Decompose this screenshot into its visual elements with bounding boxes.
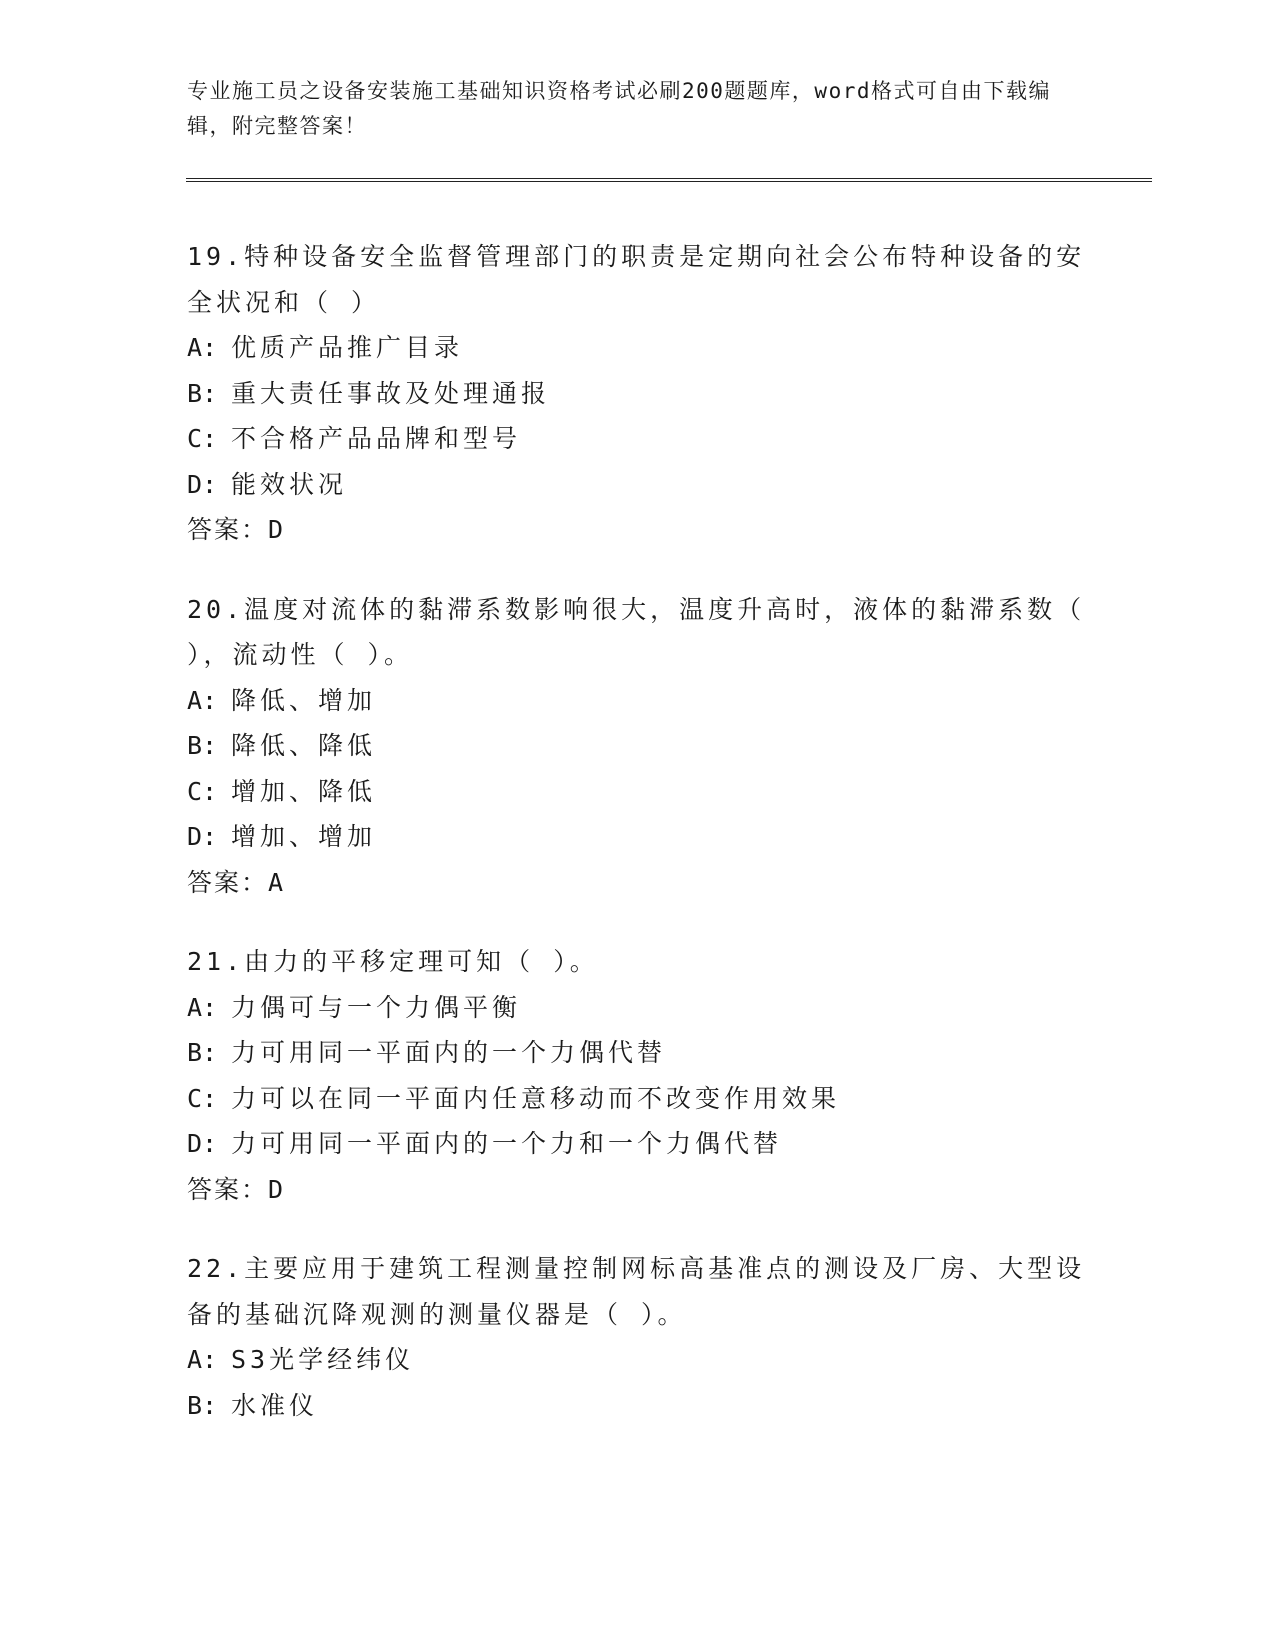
question-21	[187, 939, 1087, 1212]
option-text: 不合格产品品牌和型号	[231, 424, 522, 453]
option-letter: A:	[187, 333, 218, 362]
answer-value: A	[268, 867, 285, 897]
option-d	[187, 1121, 1087, 1167]
option-text: 优质产品推广目录	[231, 333, 464, 362]
option-a	[187, 985, 1087, 1031]
option-text: 力可用同一平面内的一个力偶代替	[231, 1038, 667, 1067]
question-list	[187, 234, 1087, 1462]
option-c	[187, 1076, 1087, 1122]
option-b	[187, 723, 1087, 769]
question-19	[187, 234, 1087, 553]
option-text: 重大责任事故及处理通报	[231, 378, 551, 408]
answer-value: D	[268, 515, 285, 544]
option-letter: B:	[187, 731, 218, 760]
question-text: 19.特种设备安全监督管理部门的职责是定期向社会公布特种设备的安全状况和（ ）	[187, 242, 1086, 317]
answer-line	[187, 860, 1087, 906]
question-20	[187, 587, 1087, 906]
question-22	[187, 1246, 1087, 1428]
option-a	[187, 1337, 1087, 1383]
option-text: 能效状况	[231, 469, 348, 499]
question-text: 20.温度对流体的黏滞系数影响很大，温度升高时，液体的黏滞系数（ ），流动性（ ）。	[187, 594, 1086, 669]
question-text: 21.由力的平移定理可知（ ）。	[187, 947, 599, 976]
option-text: 降低、增加	[231, 685, 377, 715]
option-b	[187, 1383, 1087, 1429]
option-text: 增加、增加	[231, 822, 377, 851]
option-d	[187, 814, 1087, 860]
answer-label: 答案：	[187, 515, 269, 544]
answer-label: 答案：	[187, 867, 269, 897]
option-letter: B:	[187, 1038, 218, 1067]
option-letter: C:	[187, 776, 218, 806]
option-letter: B:	[187, 378, 218, 408]
answer-label: 答案：	[187, 1174, 269, 1204]
option-b	[187, 371, 1087, 417]
option-letter: A:	[187, 685, 218, 715]
option-c	[187, 769, 1087, 815]
option-b	[187, 1030, 1087, 1076]
answer-line	[187, 1167, 1087, 1213]
option-letter: B:	[187, 1390, 218, 1420]
option-text: 力偶可与一个力偶平衡	[231, 992, 522, 1022]
option-letter: C:	[187, 1083, 218, 1113]
question-text: 22.主要应用于建筑工程测量控制网标高基准点的测设及厂房、大型设备的基础沉降观测的测量仪器是（ ）。	[187, 1254, 1086, 1329]
answer-value: D	[268, 1174, 285, 1204]
option-letter: A:	[187, 1345, 218, 1374]
option-text: S3光学经纬仪	[231, 1345, 415, 1374]
option-text: 力可以在同一平面内任意移动而不改变作用效果	[231, 1083, 841, 1113]
option-d	[187, 462, 1087, 508]
answer-line	[187, 507, 1087, 553]
option-text: 增加、降低	[231, 776, 377, 806]
option-letter: A:	[187, 992, 218, 1022]
option-text: 力可用同一平面内的一个力和一个力偶代替	[231, 1129, 783, 1158]
option-letter: D:	[187, 1129, 218, 1158]
option-letter: D:	[187, 822, 218, 851]
option-c	[187, 416, 1087, 462]
option-a	[187, 325, 1087, 371]
option-letter: D:	[187, 469, 218, 499]
option-letter: C:	[187, 424, 218, 453]
header-divider	[186, 178, 1152, 182]
option-text: 降低、降低	[231, 731, 377, 760]
option-a	[187, 678, 1087, 724]
option-text: 水准仪	[231, 1390, 319, 1420]
document-header: 专业施工员之设备安装施工基础知识资格考试必刷200题题库，word格式可自由下载编辑，附完整答案！	[187, 79, 1051, 138]
